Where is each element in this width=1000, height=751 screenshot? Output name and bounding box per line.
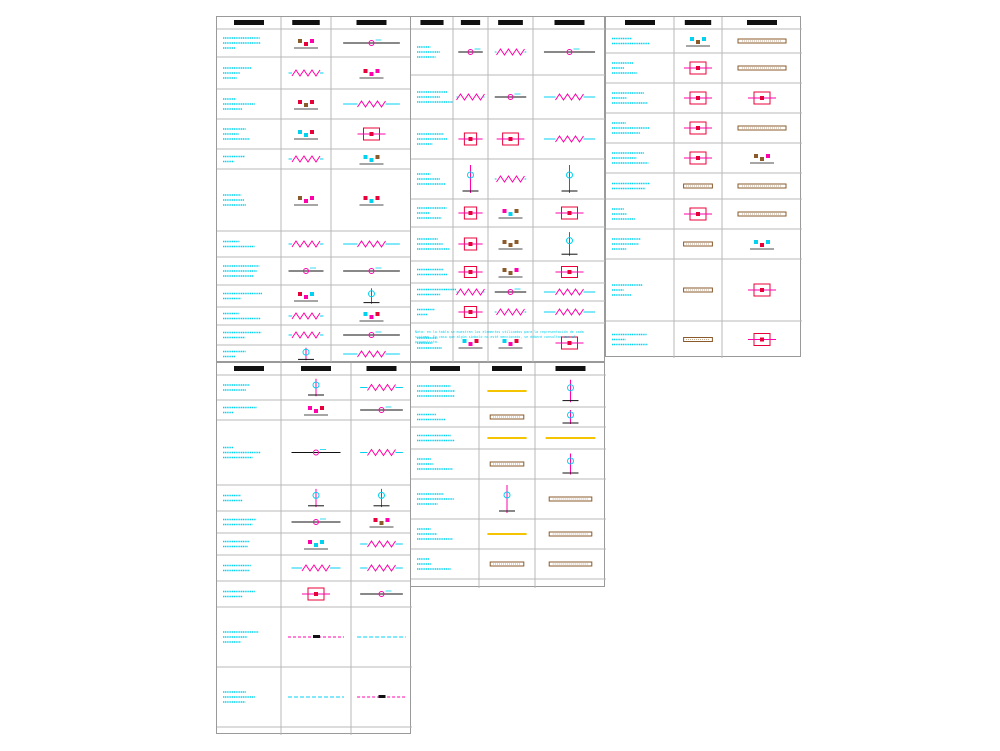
legend-symbol	[495, 49, 527, 55]
legend-symbol	[294, 130, 318, 139]
legend-symbol	[499, 485, 515, 513]
legend-symbol	[499, 240, 523, 249]
legend-symbol	[490, 562, 524, 566]
legend-symbol	[499, 268, 523, 277]
legend-symbol	[497, 133, 525, 145]
legend-symbol	[289, 156, 324, 162]
legend-symbol	[458, 307, 482, 318]
legend-symbol	[684, 122, 712, 134]
legend-note: Nota: en la tabla se muestran los elementos utilizados para la representación de cada sistema. En caso que algún símbolo no esté mencionado, se deberá consultar con el proyectista.	[415, 330, 584, 344]
legend-symbol	[499, 209, 523, 218]
legend-symbol	[288, 635, 344, 638]
legend-symbol	[686, 37, 710, 46]
legend-symbol	[684, 242, 713, 246]
legend-symbol	[294, 39, 318, 48]
legend-symbol	[358, 128, 386, 140]
legend-symbol	[457, 94, 485, 100]
legend-symbol	[292, 565, 341, 571]
legend-symbol	[360, 69, 384, 78]
symbol-graphics	[411, 363, 606, 588]
legend-symbol	[563, 454, 579, 475]
legend-symbol	[294, 292, 318, 301]
legend-symbol	[684, 152, 712, 164]
legend-symbol	[549, 562, 592, 566]
legend-symbol	[490, 462, 524, 466]
legend-symbol	[495, 309, 527, 315]
legend-symbol	[294, 196, 318, 205]
legend-symbol	[458, 133, 482, 145]
legend-symbol	[463, 165, 479, 193]
legend-symbol	[360, 450, 403, 456]
legend-symbol	[289, 268, 324, 274]
legend-symbol	[304, 540, 328, 549]
legend-symbol	[292, 519, 341, 525]
column-header-bar	[492, 366, 522, 371]
column-header-bar	[234, 20, 264, 25]
legend-symbol	[360, 541, 403, 547]
legend-symbol	[458, 49, 483, 55]
legend-symbol	[748, 92, 776, 104]
legend-table-top-right	[605, 16, 801, 357]
symbol-graphics	[411, 17, 606, 363]
legend-symbol	[360, 385, 403, 391]
legend-symbol	[544, 289, 595, 295]
column-header-bar	[234, 366, 264, 371]
legend-symbol	[544, 309, 595, 315]
legend-symbol	[495, 94, 527, 100]
legend-symbol	[563, 380, 579, 402]
legend-symbol	[556, 207, 584, 219]
legend-symbol	[748, 334, 776, 346]
legend-symbol	[684, 62, 712, 74]
legend-symbol	[298, 348, 314, 361]
legend-symbol	[343, 268, 400, 274]
legend-symbol	[556, 267, 584, 278]
legend-symbol	[563, 410, 579, 424]
legend-symbol	[738, 184, 786, 188]
legend-symbol	[343, 351, 400, 357]
legend-symbol	[549, 532, 592, 536]
legend-symbol	[684, 92, 712, 104]
column-header-bar	[357, 20, 387, 25]
legend-symbol	[364, 288, 380, 303]
legend-symbol	[684, 338, 713, 342]
legend-table-bottom-left	[216, 362, 411, 734]
legend-symbol	[289, 332, 324, 338]
column-header-bar	[625, 20, 655, 25]
column-header-bar	[430, 366, 460, 371]
legend-symbol	[308, 489, 324, 507]
legend-symbol	[544, 94, 595, 100]
legend-symbol	[294, 100, 318, 109]
legend-table-top-middle	[410, 16, 605, 362]
legend-symbol	[495, 176, 527, 182]
legend-symbol	[738, 126, 786, 130]
symbol-graphics	[217, 17, 412, 363]
column-header-bar	[498, 20, 523, 25]
column-header-bar	[555, 20, 585, 25]
symbol-graphics	[606, 17, 802, 358]
legend-symbol	[343, 241, 400, 247]
legend-symbol	[490, 415, 524, 419]
legend-symbol	[343, 101, 400, 107]
legend-symbol	[738, 212, 786, 216]
legend-symbol	[304, 406, 328, 415]
column-header-bar	[420, 20, 443, 25]
legend-symbol	[562, 165, 578, 193]
legend-symbol	[748, 284, 776, 296]
symbol-graphics	[217, 363, 412, 735]
legend-symbol	[360, 565, 403, 571]
column-header-bar	[301, 366, 331, 371]
legend-symbol	[289, 241, 324, 247]
legend-symbol	[495, 289, 527, 295]
legend-symbol	[738, 39, 786, 43]
legend-symbol	[360, 407, 403, 413]
legend-symbol	[544, 136, 595, 142]
column-header-bar	[556, 366, 586, 371]
legend-symbol	[370, 518, 394, 527]
legend-symbol	[360, 591, 403, 597]
legend-symbol	[684, 208, 712, 220]
column-header-bar	[685, 20, 711, 25]
column-header-bar	[461, 20, 480, 25]
legend-symbol	[684, 184, 713, 188]
legend-symbol	[360, 312, 384, 321]
legend-table-top-left	[216, 16, 411, 362]
legend-symbol	[544, 49, 595, 55]
legend-symbol	[458, 238, 482, 250]
column-header-bar	[367, 366, 397, 371]
legend-symbol	[360, 155, 384, 164]
column-header-bar	[747, 20, 777, 25]
legend-symbol	[458, 207, 482, 219]
legend-symbol	[738, 66, 786, 70]
legend-symbol	[684, 288, 713, 292]
legend-symbol	[360, 196, 384, 205]
legend-symbol	[289, 313, 324, 319]
legend-symbol	[458, 267, 482, 278]
legend-symbol	[750, 240, 774, 249]
legend-symbol	[292, 450, 341, 456]
legend-symbol	[302, 588, 330, 600]
legend-symbol	[343, 332, 400, 338]
legend-symbol	[343, 40, 400, 46]
column-header-bar	[292, 20, 320, 25]
legend-symbol	[357, 695, 406, 698]
legend-symbol	[562, 232, 578, 256]
legend-symbol	[308, 379, 324, 397]
legend-symbol	[750, 154, 774, 163]
legend-symbol	[549, 497, 592, 501]
legend-table-bottom-middle	[410, 362, 605, 587]
legend-symbol	[374, 489, 390, 507]
legend-symbol	[289, 70, 324, 76]
legend-symbol	[457, 289, 485, 295]
